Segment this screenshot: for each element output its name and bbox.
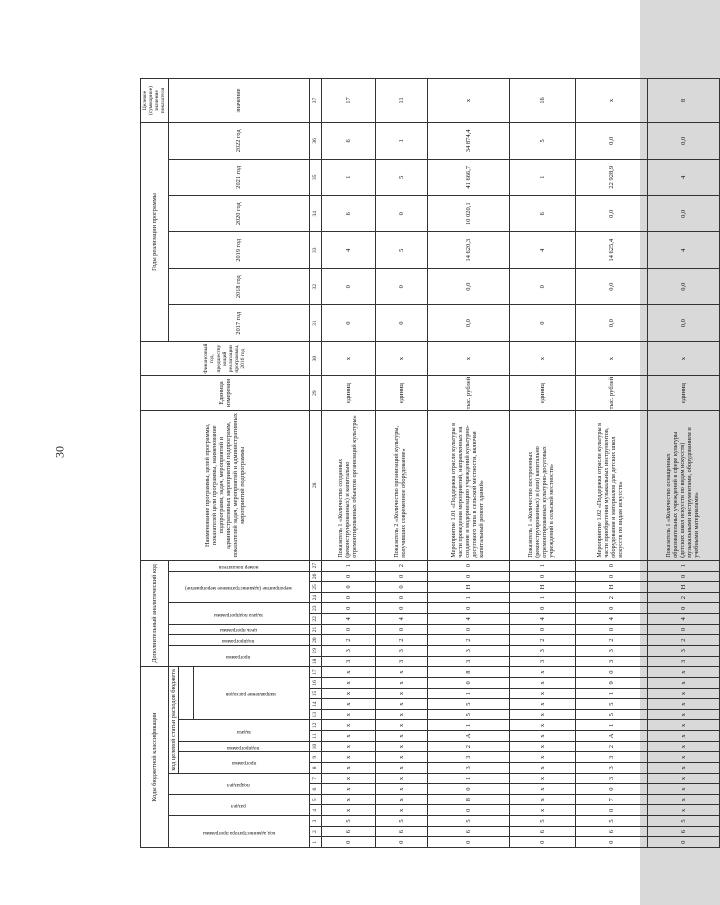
year-2018-header: 2018 год [168,268,309,304]
code-cell: х [321,688,375,699]
code-cell: 0 [375,571,427,582]
code-cell: 0 [375,837,427,848]
year-value-cell: 4 [647,159,719,195]
code-cell: 9 [575,678,647,689]
code-cell: А [427,731,509,742]
code-cell: 6 [509,826,575,837]
code-cell: х [375,741,427,752]
code-cell: 1 [427,592,509,603]
column-number: 31 [309,305,321,341]
code-cell: 4 [575,614,647,625]
column-number: 16 [309,678,321,689]
code-cell: 3 [427,752,509,763]
table-row [427,79,509,848]
column-number: 2 [309,826,321,837]
code-cell: х [321,678,375,689]
razdel-header: раздел [168,794,309,815]
code-cell: х [321,667,375,678]
column-number: 29 [309,376,321,410]
row-name: Показатель 2 «Количество организаций культуры, получивших современное оборудование» [375,410,427,560]
table-row [509,79,575,848]
column-number: 32 [309,268,321,304]
code-cell: 3 [375,656,427,667]
code-cell: х [509,805,575,816]
fin-year-cell: х [375,341,427,375]
code-cell: х [321,741,375,752]
column-number: 19 [309,645,321,656]
code-cell: х [647,667,719,678]
code-cell: 0 [575,571,647,582]
code-cell: х [647,773,719,784]
podrazdel-header: подраздел [168,773,309,794]
code-cell: 2 [575,592,647,603]
code-cell: 3 [647,645,719,656]
year-value-cell: 14 625,4 [575,232,647,268]
final-value-cell: 8 [647,79,719,123]
code-cell: 3 [321,645,375,656]
code-cell: х [509,720,575,731]
row-name: Показатель 1 «Количество оснащенных образовательных учреждений в сфере культуры (детских школ искусств по видам искусств) музыкальными инструментами, оборудованием и учебными материалами» [647,410,719,560]
add-programma-header: программа [168,645,309,666]
year-value-cell: 0 [509,305,575,341]
code-cell: Н [509,582,575,593]
add-pokaz-header: номер показателя [168,560,309,571]
code-cell: 0 [427,571,509,582]
code-cell: 5 [509,816,575,827]
code-cell: 2 [575,635,647,646]
code-cell: х [375,699,427,710]
column-number: 5 [309,794,321,805]
zadacha-header: задача [178,720,309,741]
unit-header: Единица измерения [141,376,310,410]
column-number: 11 [309,731,321,742]
code-cell: 2 [375,635,427,646]
code-cell: 0 [509,624,575,635]
code-cell: 1 [427,720,509,731]
year-value-cell: 0,0 [647,305,719,341]
code-cell: 0 [321,582,375,593]
unit-cell: единиц [321,376,375,410]
year-value-cell: 0 [375,268,427,304]
year-value-cell: 10 020,1 [427,196,509,232]
fin-year-cell: х [647,341,719,375]
year-value-cell: 0 [375,196,427,232]
code-cell: 5 [575,816,647,827]
code-cell: х [375,720,427,731]
expense-item-header: код целевой статьи расходов бюджета [168,667,178,773]
column-number: 25 [309,582,321,593]
final-value-header: Целевое (суммарное) значение показателя [141,79,169,123]
code-cell: 0 [575,560,647,571]
table-container [140,78,700,848]
column-number: 21 [309,624,321,635]
year-value-cell: 0,0 [647,123,719,160]
code-cell: 0 [575,805,647,816]
year-value-cell: 1 [509,159,575,195]
code-cell: 5 [427,699,509,710]
column-number: 28 [309,410,321,560]
year-value-cell: 0,0 [427,305,509,341]
code-cell: 6 [321,826,375,837]
code-cell: х [375,731,427,742]
unit-cell: тыс. рублей [427,376,509,410]
code-cell: х [647,720,719,731]
column-number: 20 [309,635,321,646]
code-cell: Н [427,582,509,593]
code-cell: 0 [509,571,575,582]
code-cell: х [321,773,375,784]
code-cell: х [375,773,427,784]
column-number: 6 [309,784,321,795]
code-cell: х [509,731,575,742]
code-cell: 0 [427,784,509,795]
code-cell: 4 [321,614,375,625]
code-cell: х [647,731,719,742]
column-number: 17 [309,667,321,678]
code-cell: 5 [427,709,509,720]
code-cell: х [509,773,575,784]
code-cell: 3 [575,773,647,784]
year-2019-header: 2019 год [168,232,309,268]
code-cell: х [375,794,427,805]
name-header: Наименование программы, целей программы, показателей цели программы, наименование подпрограмм, задач, мероприятий и административных мероприятий подпрограмм, показателей задач, мероприятий и административных мероприятий подпрограммы [141,410,310,560]
year-value-cell: 0 [321,268,375,304]
fin-year-cell: х [575,341,647,375]
code-cell: 0 [575,784,647,795]
code-cell: Н [647,582,719,593]
code-cell: х [321,731,375,742]
code-cell: 0 [647,837,719,848]
code-cell: х [375,805,427,816]
code-cell: 0 [647,603,719,614]
code-cell: х [321,805,375,816]
programma-header: программа [178,752,309,773]
code-cell: х [509,688,575,699]
year-value-cell: 0,0 [647,268,719,304]
code-cell: 7 [575,794,647,805]
code-cell: 2 [427,635,509,646]
year-value-cell: 4 [647,232,719,268]
code-cell: 3 [509,656,575,667]
code-cell: х [647,678,719,689]
code-cell: 0 [427,837,509,848]
code-cell: 5 [375,816,427,827]
code-cell: 0 [427,624,509,635]
code-cell: 4 [375,614,427,625]
column-number: 8 [309,763,321,774]
year-value-cell: 41 666,7 [427,159,509,195]
final-sub-header: значение [168,79,309,123]
year-2017-header: 2017 год [168,305,309,341]
add-podprogramma-header: подпрограмма [168,635,309,646]
final-value-cell: х [575,79,647,123]
year-2021-header: 2021 год [168,159,309,195]
table-row [575,79,647,848]
fin-year-header: Финансовый год, предшествующий реализации программы, 2016 год [141,341,310,375]
code-cell: х [647,699,719,710]
column-number: 18 [309,656,321,667]
year-value-cell: 0,0 [427,268,509,304]
code-cell: 3 [575,763,647,774]
additional-code-header: Дополнительный аналитический код [141,560,169,666]
code-cell: 3 [509,645,575,656]
code-cell: 6 [375,826,427,837]
code-cell: х [647,741,719,752]
column-number: 34 [309,196,321,232]
code-cell: 6 [647,826,719,837]
code-cell: х [509,709,575,720]
code-cell: х [647,752,719,763]
code-cell: 0 [375,603,427,614]
code-cell: х [509,678,575,689]
column-number: 33 [309,232,321,268]
code-cell: 6 [575,826,647,837]
year-value-cell: 6 [509,196,575,232]
code-cell: 2 [647,592,719,603]
admin-code-header: код администратора программы [168,816,309,848]
code-cell: х [647,709,719,720]
code-cell: 5 [575,699,647,710]
column-number: 14 [309,699,321,710]
column-number: 13 [309,709,321,720]
column-numbers-row [309,79,321,848]
code-cell: 0 [575,667,647,678]
year-value-cell: 14 620,3 [427,232,509,268]
code-cell: 2 [509,635,575,646]
code-cell: х [375,678,427,689]
code-cell: х [375,667,427,678]
row-name: Мероприятие 1.02 «Поддержка отрасли культуры в части приобретения музыкальных инструментов, оборудования и материалов для детских школ искусств по видам искусств» [575,410,647,560]
year-value-cell: 4 [509,232,575,268]
year-value-cell: 0,0 [647,196,719,232]
code-cell: х [509,763,575,774]
code-cell: х [321,720,375,731]
add-tsel-header: цель программы [168,624,309,635]
code-cell: 3 [375,645,427,656]
year-value-cell: 0,0 [575,196,647,232]
years-header: Годы реализации программы [141,123,169,342]
code-cell: Н [575,582,647,593]
code-cell: 0 [509,837,575,848]
code-cell: 3 [575,645,647,656]
napravlenie-header: направление расходов [193,667,309,720]
code-cell: 0 [427,805,509,816]
code-cell: х [647,794,719,805]
program-table [140,78,720,848]
code-cell: 0 [321,592,375,603]
fin-year-cell: х [427,341,509,375]
code-cell: х [321,784,375,795]
code-cell: х [375,763,427,774]
column-number: 22 [309,614,321,625]
code-cell: х [509,784,575,795]
unit-cell: единиц [375,376,427,410]
code-cell: 0 [321,571,375,582]
code-cell: х [647,784,719,795]
unit-cell: тыс. рублей [575,376,647,410]
code-cell: х [647,688,719,699]
year-value-cell: 0 [509,268,575,304]
code-cell: х [321,763,375,774]
column-number: 27 [309,560,321,571]
fin-year-cell: х [509,341,575,375]
year-value-cell: 5 [509,123,575,160]
code-cell: 0 [575,624,647,635]
code-cell: х [375,784,427,795]
code-cell: А [575,731,647,742]
code-cell: х [509,741,575,752]
code-cell: х [509,667,575,678]
code-cell: х [509,699,575,710]
column-number: 23 [309,603,321,614]
code-cell: 8 [427,667,509,678]
column-number: 24 [309,592,321,603]
code-cell: х [375,709,427,720]
expense-direction-blank [178,667,193,720]
code-cell: 0 [321,603,375,614]
code-cell: 3 [427,645,509,656]
add-zadacha-header: задача подпрограммы [168,603,309,624]
column-number: 15 [309,688,321,699]
code-cell: 0 [427,560,509,571]
column-number: 37 [309,79,321,123]
year-value-cell: 0 [321,305,375,341]
code-cell: 1 [427,688,509,699]
code-cell: 0 [647,571,719,582]
column-number: 1 [309,837,321,848]
code-cell: 5 [427,816,509,827]
year-value-cell: 5 [375,232,427,268]
code-cell: х [375,752,427,763]
code-cell: 1 [427,773,509,784]
year-value-cell: 0,0 [575,268,647,304]
column-number: 9 [309,752,321,763]
code-cell: 3 [575,656,647,667]
year-value-cell: 5 [375,159,427,195]
final-value-cell: х [427,79,509,123]
final-value-cell: 11 [375,79,427,123]
code-cell: 0 [375,582,427,593]
code-cell: 2 [427,741,509,752]
year-value-cell: 6 [321,123,375,160]
year-2022-header: 2022 год [168,123,309,160]
code-cell: 3 [427,656,509,667]
code-cell: 3 [427,763,509,774]
row-name: Мероприятие 1.01 «Поддержка отрасли культуры в части проведения мероприятий, направленных на создание и модернизацию учреждений культурно-досугового типа в сельской местности, включая капитальный ремонт зданий» [427,410,509,560]
column-number: 7 [309,773,321,784]
column-number: 35 [309,159,321,195]
code-cell: 2 [321,635,375,646]
code-cell: 0 [575,603,647,614]
code-cell: 3 [575,752,647,763]
row-name: Показатель 1 «Количество построенных (реконструированных) и (или) капитально отремонтированных культурно-досуговых учреждений в сельской местности» [509,410,575,560]
code-cell: 0 [375,624,427,635]
unit-cell: единиц [647,376,719,410]
year-value-cell: 22 928,9 [575,159,647,195]
code-cell: 1 [509,592,575,603]
code-cell: 8 [427,794,509,805]
year-value-cell: 0,0 [575,305,647,341]
code-cell: х [647,805,719,816]
year-value-cell: 6 [321,196,375,232]
add-meropr-header: мероприятие (административное мероприятие) [168,571,309,603]
code-cell: 5 [647,816,719,827]
table-row [321,79,375,848]
code-cell: 0 [427,678,509,689]
unit-cell: единиц [509,376,575,410]
code-cell: 0 [575,837,647,848]
code-cell: х [321,752,375,763]
year-value-cell: 1 [375,123,427,160]
code-cell: 4 [509,614,575,625]
page-number: 30 [52,446,67,458]
code-cell: х [321,794,375,805]
code-cell: х [509,794,575,805]
code-cell: 1 [509,560,575,571]
final-value-cell: 16 [509,79,575,123]
code-cell: 0 [427,603,509,614]
year-value-cell: 4 [321,232,375,268]
code-cell: 1 [321,560,375,571]
code-cell: х [647,763,719,774]
code-cell: 0 [321,837,375,848]
column-number: 3 [309,816,321,827]
code-cell: 5 [321,816,375,827]
code-cell: 4 [647,614,719,625]
row-name: Показатель 1 «Количество созданных (реконструированных) и капитально отремонтированных объектов организаций культуры» [321,410,375,560]
code-cell: 3 [647,656,719,667]
code-cell: 2 [575,741,647,752]
year-value-cell: 1 [321,159,375,195]
code-cell: 0 [375,592,427,603]
budget-codes-header: Коды бюджетной классификации [141,667,169,848]
year-value-cell: 0,0 [575,123,647,160]
code-cell: 5 [575,709,647,720]
table-row [375,79,427,848]
code-cell: х [321,709,375,720]
year-value-cell: 34 874,4 [427,123,509,160]
code-cell: 2 [375,560,427,571]
code-cell: 3 [321,656,375,667]
column-number: 26 [309,571,321,582]
code-cell: х [375,688,427,699]
code-cell: 0 [647,624,719,635]
code-cell: 0 [509,603,575,614]
year-2020-header: 2020 год [168,196,309,232]
code-cell: 6 [427,826,509,837]
column-number: 12 [309,720,321,731]
year-value-cell: 0 [375,305,427,341]
code-cell: 0 [321,624,375,635]
final-value-cell: 17 [321,79,375,123]
code-cell: х [321,699,375,710]
code-cell: 2 [647,635,719,646]
column-number: 30 [309,341,321,375]
code-cell: 1 [647,560,719,571]
column-number: 4 [309,805,321,816]
code-cell: 1 [575,688,647,699]
code-cell: 1 [575,720,647,731]
code-cell: х [509,752,575,763]
fin-year-cell: х [321,341,375,375]
table-row [647,79,719,848]
column-number: 36 [309,123,321,160]
podprogramma-header: подпрограмма [178,741,309,752]
column-number: 10 [309,741,321,752]
code-cell: 4 [427,614,509,625]
